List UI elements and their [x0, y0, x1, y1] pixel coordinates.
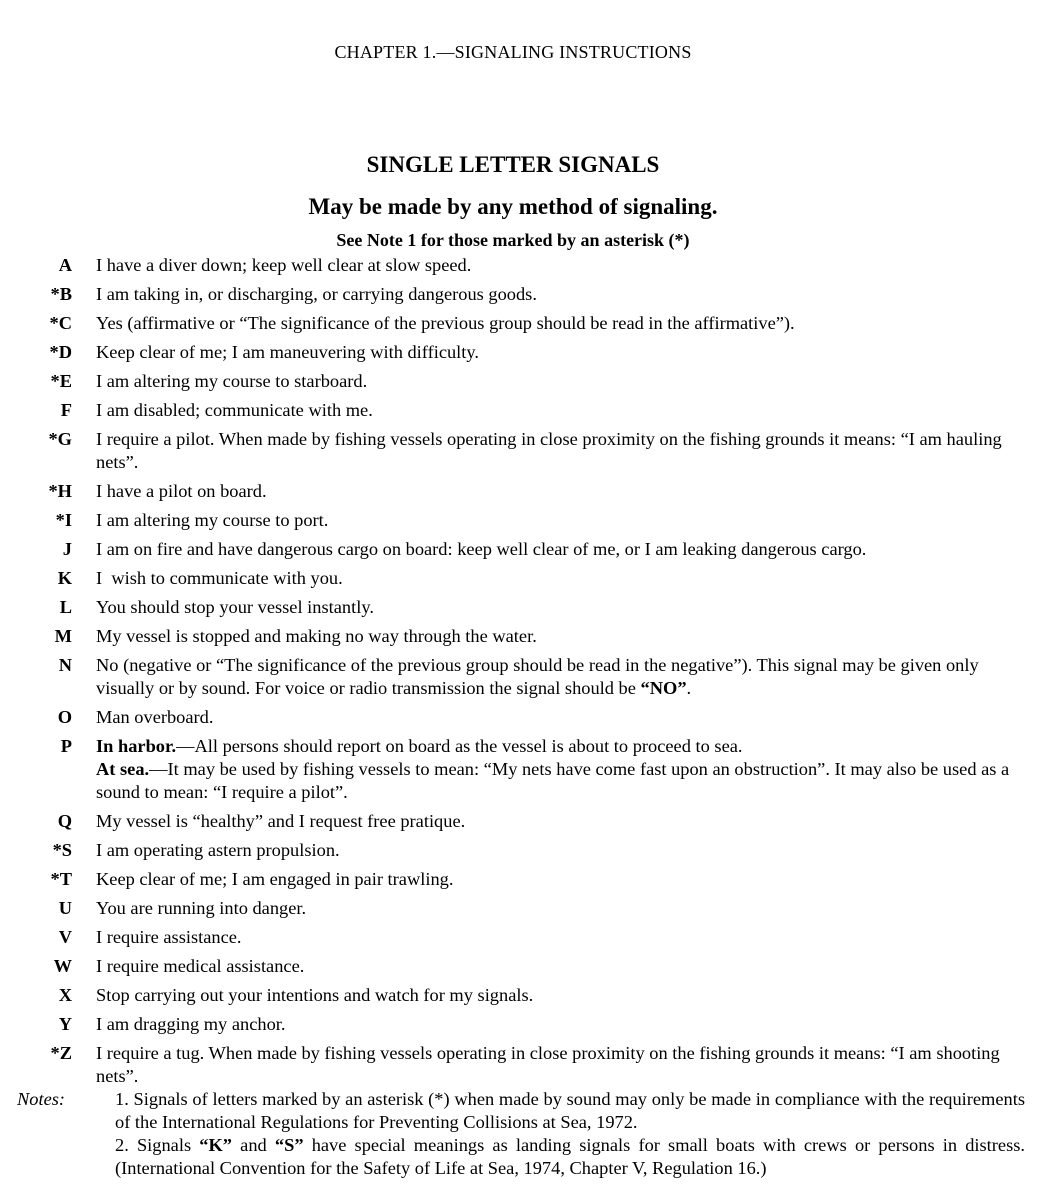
signal-letter: M: [54, 626, 72, 646]
signal-letter: J: [62, 539, 72, 559]
signal-p-harbor: [96, 735, 1024, 758]
signal-letter: L: [59, 597, 72, 617]
asterisk-note: See Note 1 for those marked by an asterisk (*): [336, 230, 690, 250]
signal-text: Keep clear of me; I am maneuvering with difficulty.: [96, 342, 479, 362]
signal-p-sea: [96, 758, 1024, 804]
signal-text: I am operating astern propulsion.: [96, 840, 340, 860]
signal-row-n: [0, 654, 1052, 700]
note-2: [115, 1134, 1025, 1180]
signal-text: I require medical assistance.: [96, 956, 305, 976]
signal-letter: *S: [52, 840, 72, 860]
signal-row-t: [0, 868, 1052, 891]
signal-letter: *T: [50, 869, 72, 889]
signal-text: I require a pilot. When made by fishing vessels operating in close proximity on the fishing grounds it means: “I am hauling nets”.: [96, 429, 1002, 472]
signal-row-y: [0, 1013, 1052, 1036]
signal-text: I have a diver down; keep well clear at slow speed.: [96, 255, 472, 275]
notes-body: [115, 1088, 1025, 1180]
signal-row-u: [0, 897, 1052, 920]
signal-row-o: [0, 706, 1052, 729]
signal-letter: K: [57, 568, 72, 588]
signal-text: I am dragging my anchor.: [96, 1014, 286, 1034]
signal-letter: Y: [58, 1014, 72, 1034]
signal-row-h: [0, 480, 1052, 503]
signal-text: I have a pilot on board.: [96, 481, 267, 501]
signal-letter: *B: [50, 284, 72, 304]
signal-row-v: [0, 926, 1052, 949]
signal-letter: W: [53, 956, 72, 976]
signal-row-f: [0, 399, 1052, 422]
signal-text: You are running into danger.: [96, 898, 307, 918]
signal-row-p: [0, 735, 1052, 804]
note-2-k: “K”: [199, 1135, 232, 1155]
signal-text: I require assistance.: [96, 927, 242, 947]
notes-section: [0, 1088, 1052, 1180]
signal-row-l: [0, 596, 1052, 619]
signal-text: I am altering my course to starboard.: [96, 371, 368, 391]
signal-text: Yes (affirmative or “The significance of the previous group should be read in the affirmative”).: [96, 313, 795, 333]
signal-text: I require a tug. When made by fishing vessels operating in close proximity on the fishing grounds it means: “I am shooting nets”.: [96, 1043, 1000, 1086]
signal-text: [96, 654, 1024, 700]
signal-text: Stop carrying out your intentions and watch for my signals.: [96, 985, 534, 1005]
signal-row-d: [0, 341, 1052, 364]
note-1: 1. Signals of letters marked by an asterisk (*) when made by sound may only be made in compliance with the requirements of the International Regulations for Preventing Collisions at Sea, 1972.: [115, 1089, 1025, 1132]
signal-text-end: .: [686, 678, 692, 698]
signal-letter: F: [60, 400, 72, 420]
sea-label: At sea.: [96, 759, 150, 779]
signal-letter: *I: [55, 510, 72, 530]
harbor-text: —All persons should report on board as the vessel is about to proceed to sea.: [176, 736, 743, 756]
signal-row-c: [0, 312, 1052, 335]
signal-row-b: [0, 283, 1052, 306]
signal-text-main: No (negative or “The significance of the previous group should be read in the negative”). This signal may be given only visually or by sound. For voice or radio transmission the signal should be: [96, 655, 979, 698]
signal-row-m: [0, 625, 1052, 648]
signal-letter: A: [58, 255, 72, 275]
signal-text-emphasis: “NO”: [640, 678, 687, 698]
signal-row-i: [0, 509, 1052, 532]
note-2-part: 2. Signals: [115, 1135, 192, 1155]
signal-letter: P: [60, 736, 72, 756]
signal-letter: V: [58, 927, 72, 947]
harbor-label: In harbor.: [96, 736, 177, 756]
signal-letter: U: [58, 898, 72, 918]
note-2-part: have special meanings as landing signals for small boats with crews or persons in distress. (International Convention for the Safety of Life at Sea, 1974, Chapter V, Regulation 16.): [115, 1135, 1025, 1178]
signal-letter: X: [58, 985, 72, 1005]
signal-letter: *Z: [50, 1043, 72, 1063]
signal-row-g: [0, 428, 1052, 474]
signal-text: Man overboard.: [96, 707, 214, 727]
signal-text: My vessel is “healthy” and I request free pratique.: [96, 811, 466, 831]
signal-letter: *D: [49, 342, 72, 362]
signal-text: I am taking in, or discharging, or carrying dangerous goods.: [96, 284, 537, 304]
signal-text: [96, 735, 1024, 804]
signals-list: [0, 254, 1052, 1094]
signal-text: Keep clear of me; I am engaged in pair trawling.: [96, 869, 454, 889]
signal-row-x: [0, 984, 1052, 1007]
signal-text: You should stop your vessel instantly.: [96, 597, 374, 617]
signal-row-k: [0, 567, 1052, 590]
signal-letter: *C: [49, 313, 72, 333]
signal-text: I wish to communicate with you.: [96, 568, 343, 588]
signal-letter: *E: [50, 371, 72, 391]
page-title: SINGLE LETTER SIGNALS: [366, 152, 660, 177]
signal-row-s: [0, 839, 1052, 862]
signal-row-e: [0, 370, 1052, 393]
page-subtitle: May be made by any method of signaling.: [308, 194, 718, 219]
signal-text: I am disabled; communicate with me.: [96, 400, 373, 420]
notes-label: Notes:: [17, 1089, 66, 1109]
signal-row-q: [0, 810, 1052, 833]
note-2-part: and: [240, 1135, 267, 1155]
chapter-header: CHAPTER 1.—SIGNALING INSTRUCTIONS: [334, 42, 692, 62]
signal-text: I am altering my course to port.: [96, 510, 329, 530]
signal-letter: N: [58, 655, 72, 675]
signal-row-j: [0, 538, 1052, 561]
signal-text: My vessel is stopped and making no way through the water.: [96, 626, 537, 646]
signal-letter: O: [57, 707, 72, 727]
note-2-s: “S”: [274, 1135, 304, 1155]
signal-row-z: [0, 1042, 1052, 1088]
signal-letter: *G: [48, 429, 72, 449]
signal-letter: Q: [57, 811, 72, 831]
signal-row-a: [0, 254, 1052, 277]
signal-text: I am on fire and have dangerous cargo on board: keep well clear of me, or I am leaking dangerous cargo.: [96, 539, 867, 559]
signal-row-w: [0, 955, 1052, 978]
sea-text: —It may be used by fishing vessels to mean: “My nets have come fast upon an obstruction”. It may also be used as a sound to mean: “I require a pilot”.: [96, 759, 1010, 802]
signal-letter: *H: [48, 481, 72, 501]
